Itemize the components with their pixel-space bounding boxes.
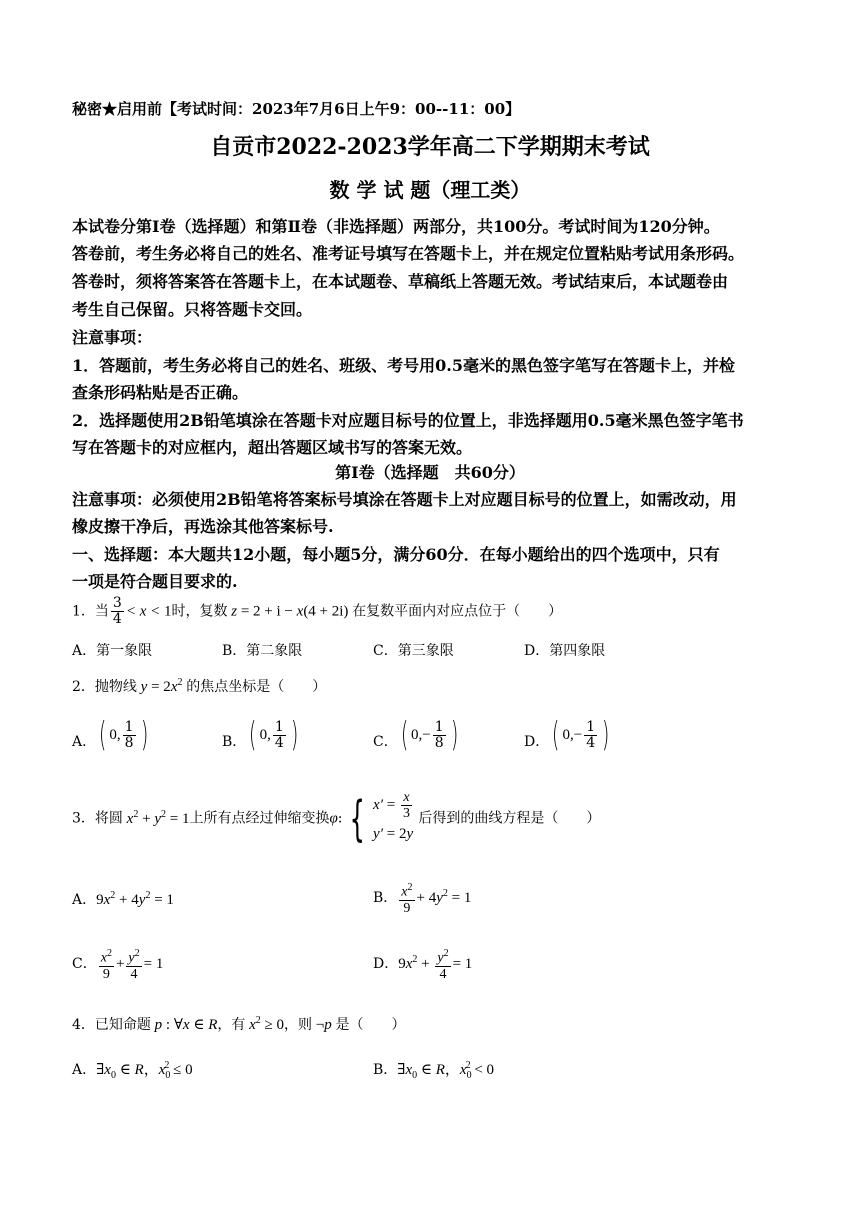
q3-suffix: 后得到的曲线方程是（ ）	[418, 810, 601, 827]
q4-option-a: A．$\exists x_0$ ∈ R，$x_0^2 \le 0$	[72, 1060, 193, 1081]
intro-line-4: 考生自己保留。只将答题卡交回。	[72, 300, 313, 319]
note-line-1: 1．答题前，考生务必将自己的姓名、班级、考号用0.5毫米的黑色签字笔写在答题卡上，并检	[72, 356, 735, 375]
q4-suffix: 是（ ）	[335, 1017, 406, 1033]
q3-option-c: C． $\frac{x^2}{9}$ + $\frac{y^2}{4}$ = 1	[72, 948, 164, 982]
intro-line-3: 答卷时，须将答案答在答题卡上，在本试题卷、草稿纸上答题无效。考试结束后，本试题卷由	[72, 272, 729, 291]
notes-title: 注意事项：	[72, 328, 153, 347]
question-3: 3．将圆 $x^2 + y^2 = 1$上所有点经过伸缩变换φ: { x′ = $\frac{x}{3}$ y′ = 2y 后得到的曲线方程是（ ）	[72, 790, 601, 847]
q1-option-b: B．第二象限	[222, 643, 303, 659]
intro-line-2: 答卷前，考生务必将自己的姓名、准考证号填写在答题卡上，并在规定位置粘贴考试用条形码。	[72, 244, 745, 263]
q2-prefix: 2．抛物线	[72, 679, 137, 695]
intro-line-1: 本试卷分第Ⅰ卷（选择题）和第Ⅱ卷（非选择题）两部分，共100分。考试时间为120分钟。	[72, 217, 720, 236]
question-4: 4．已知命题 p : ∀x ∈ R，有 $x^2 \ge 0$，则 ¬p 是（ ）	[72, 1015, 406, 1033]
q3-option-a: A．$9x^2 + 4y^2 = 1$	[72, 890, 174, 908]
part1-title: 第Ⅰ卷（选择题 共60分）	[335, 463, 525, 482]
exam-title: 自贡市2022-2023学年高二下学期期末考试	[210, 134, 650, 160]
q2-suffix: 的焦点坐标是（ ）	[186, 679, 327, 695]
q4-mid2: ，则	[284, 1017, 313, 1033]
q2-option-d: D． ( 0,− $\frac{1}{4}$ )	[524, 715, 610, 755]
q3-prefix: 3．将圆	[72, 810, 123, 827]
exam-subtitle: 数 学 试 题（理工类）	[329, 178, 531, 202]
q1-option-a: A．第一象限	[72, 643, 153, 659]
q1-prefix: 1．当	[72, 603, 109, 620]
question-2: 2．抛物线 $y = 2x^2$ 的焦点坐标是（ ）	[72, 677, 327, 695]
q4-mid1: ，有	[217, 1017, 246, 1033]
section1-line-1: 一、选择题：本大题共12小题，每小题5分，满分60分．在每小题给出的四个选项中，只有	[72, 545, 720, 564]
q4-option-b: B．$\exists x_0$ ∈ R，$x_0^2 < 0$	[373, 1060, 495, 1081]
q3-option-d: D．$9x^2$ + $\frac{y^2}{4}$ = 1	[373, 948, 473, 982]
note-line-3: 2．选择题使用2B铅笔填涂在答题卡对应题目标号的位置上，非选择题用0.5毫米黑色签字笔书	[72, 411, 744, 430]
note-line-4: 写在答题卡的对应框内，超出答题区域书写的答案无效。	[72, 438, 473, 457]
q1-mid: 时，复数	[171, 603, 228, 620]
note-line-2: 查条形码粘贴是否正确。	[72, 383, 249, 402]
q2-option-b: B． ( 0, $\frac{1}{4}$ )	[222, 715, 299, 755]
question-1: 1．当 $\frac{3}{4}$ < x < 1时，复数 z = 2 + i − x(4 + 2i) 在复数平面内对应点位于（ ）	[72, 595, 563, 627]
q3-mid: 上所有点经过伸缩变换	[189, 810, 330, 827]
secret-line: 秘密★启用前【考试时间：2023年7月6日上午9：00--11：00】	[72, 100, 521, 118]
q1-fraction: $\frac{3}{4}$	[112, 595, 122, 627]
q1-option-c: C．第三象限	[373, 643, 454, 659]
q4-prefix: 4．已知命题	[72, 1017, 151, 1033]
q1-suffix: 在复数平面内对应点位于（ ）	[352, 603, 563, 620]
part1-note-2: 橡皮擦干净后，再选涂其他答案标号.	[72, 517, 334, 536]
q2-option-a: A． ( 0, $\frac{1}{8}$ )	[72, 715, 148, 755]
q2-option-c: C． ( 0,− $\frac{1}{8}$ )	[373, 715, 458, 755]
q1-option-d: D．第四象限	[524, 643, 606, 659]
section1-line-2: 一项是符合题目要求的.	[72, 572, 238, 591]
q3-option-b: B． $\frac{x^2}{9}$ + $4y^2 = 1$	[373, 882, 472, 916]
part1-note-1: 注意事项：必须使用2B铅笔将答案标号填涂在答题卡上对应题目标号的位置上，如需改动，用	[72, 490, 737, 509]
